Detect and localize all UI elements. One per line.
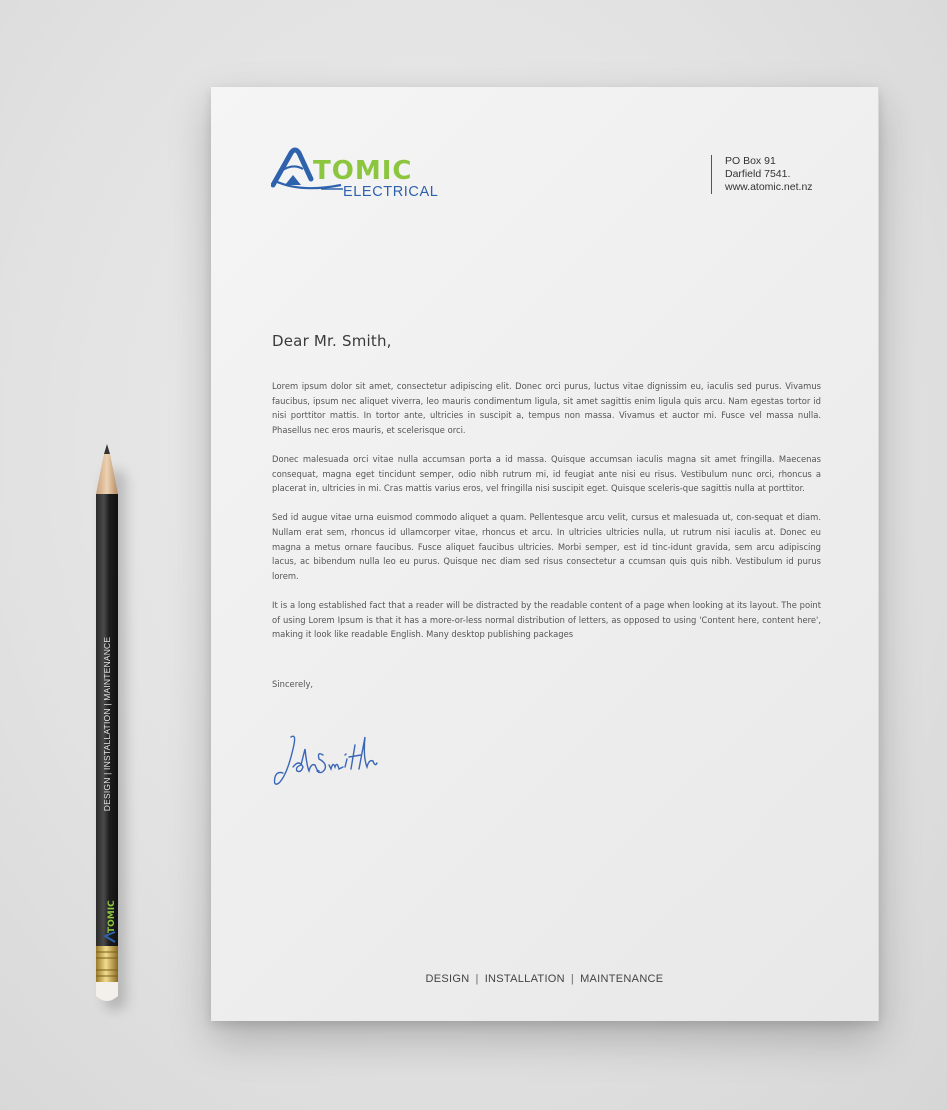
handwritten-signature bbox=[271, 727, 401, 791]
footer-item-installation: INSTALLATION bbox=[484, 973, 565, 985]
logo-main-text: TOMIC bbox=[313, 156, 413, 186]
letter-paragraph: Donec malesuada orci vitae nulla accumsan porta a id massa. Quisque accumsan iaculis magna sit amet fringilla. Maecenas consequat, magna eget tincidunt semper, odio nibh rutrum mi, id feugiat ante nisi eu risus. Vestibulum nunc orci, rhoncus a placerat in, ultricies in mi. Cras mattis varius eros, vel fringilla nisi suscipit eget. Quisque sceleris-que sagittis nulla at porttitor. bbox=[272, 453, 821, 494]
footer-separator: | bbox=[475, 973, 479, 985]
pencil-imprint: DESIGN | INSTALLATION | MAINTENANCE bbox=[102, 636, 112, 812]
pencil-logo-text: TOMIC bbox=[107, 900, 117, 933]
address-website: www.atomic.net.nz bbox=[725, 181, 813, 193]
pencil-logo bbox=[96, 884, 118, 944]
address-city: Darfield 7541. bbox=[725, 168, 791, 180]
letter-paragraph: It is a long established fact that a reader will be distracted by the readable content of a page when looking at its layout. The point of using Lorem Ipsum is that it has a more-or-less normal distribution of letters, as opposed to using 'Content here, content here', making it look like readable English. Many desktop publishing packages bbox=[272, 599, 821, 640]
letterhead-footer bbox=[211, 973, 878, 985]
branded-pencil bbox=[95, 444, 119, 1004]
company-logo bbox=[271, 145, 446, 207]
footer-separator: | bbox=[570, 973, 575, 985]
logo-sub-text: ELECTRICAL bbox=[343, 184, 439, 200]
footer-item-design: DESIGN bbox=[425, 973, 470, 985]
letter-paragraph: Sed id augue vitae urna euismod commodo aliquet a quam. Pellentesque arcu velit, cursus et malesuada ut, con-sequat et diam. Nullam erat sem, rhoncus id ullamcorper vitae, rhoncus et arcu. In ultricies ultricies nulla, ut rutrum nisi iaculis at. Donec eu magna a metus ornare faucibus. Fusce aliquet faucibus ultricies. Morbi semper, est id tinc-idunt gravida, sem arcu adipiscing lacus, ac bibendum nulla leo eu purus. Quisque nec diam sed risus consectetur a ccumsan quis quis nibh. Vestibulum id purus lorem. bbox=[272, 512, 821, 581]
company-address bbox=[711, 155, 813, 194]
letter-greeting: Dear Mr. Smith, bbox=[272, 332, 392, 350]
address-po-box: PO Box 91 bbox=[725, 155, 776, 167]
signature-icon bbox=[271, 727, 401, 791]
letter-body bbox=[272, 379, 821, 656]
atomic-electrical-logo-icon bbox=[271, 145, 446, 207]
letter-paragraph: Lorem ipsum dolor sit amet, consectetur adipiscing elit. Donec orci purus, luctus vitae dignissim eu, iaculis sed purus. Vivamus faucibus, ipsum nec aliquet viverra, leo mauris condimentum ligula, sit amet sagittis enim ligula quis arcu. Nam egestas tortor id nisi porttitor mattis. In tortor ante, ultricies in suscipit a, tempus non massa. Vivamus et auctor mi. Fusce vel massa nulla. Phasellus nec eros mauris, et scelerisque orci. bbox=[272, 381, 821, 435]
pencil-logo-icon bbox=[96, 884, 118, 944]
letterhead-sheet bbox=[211, 87, 879, 1021]
letter-closing: Sincerely, bbox=[272, 679, 314, 689]
footer-item-maintenance: MAINTENANCE bbox=[580, 973, 664, 985]
